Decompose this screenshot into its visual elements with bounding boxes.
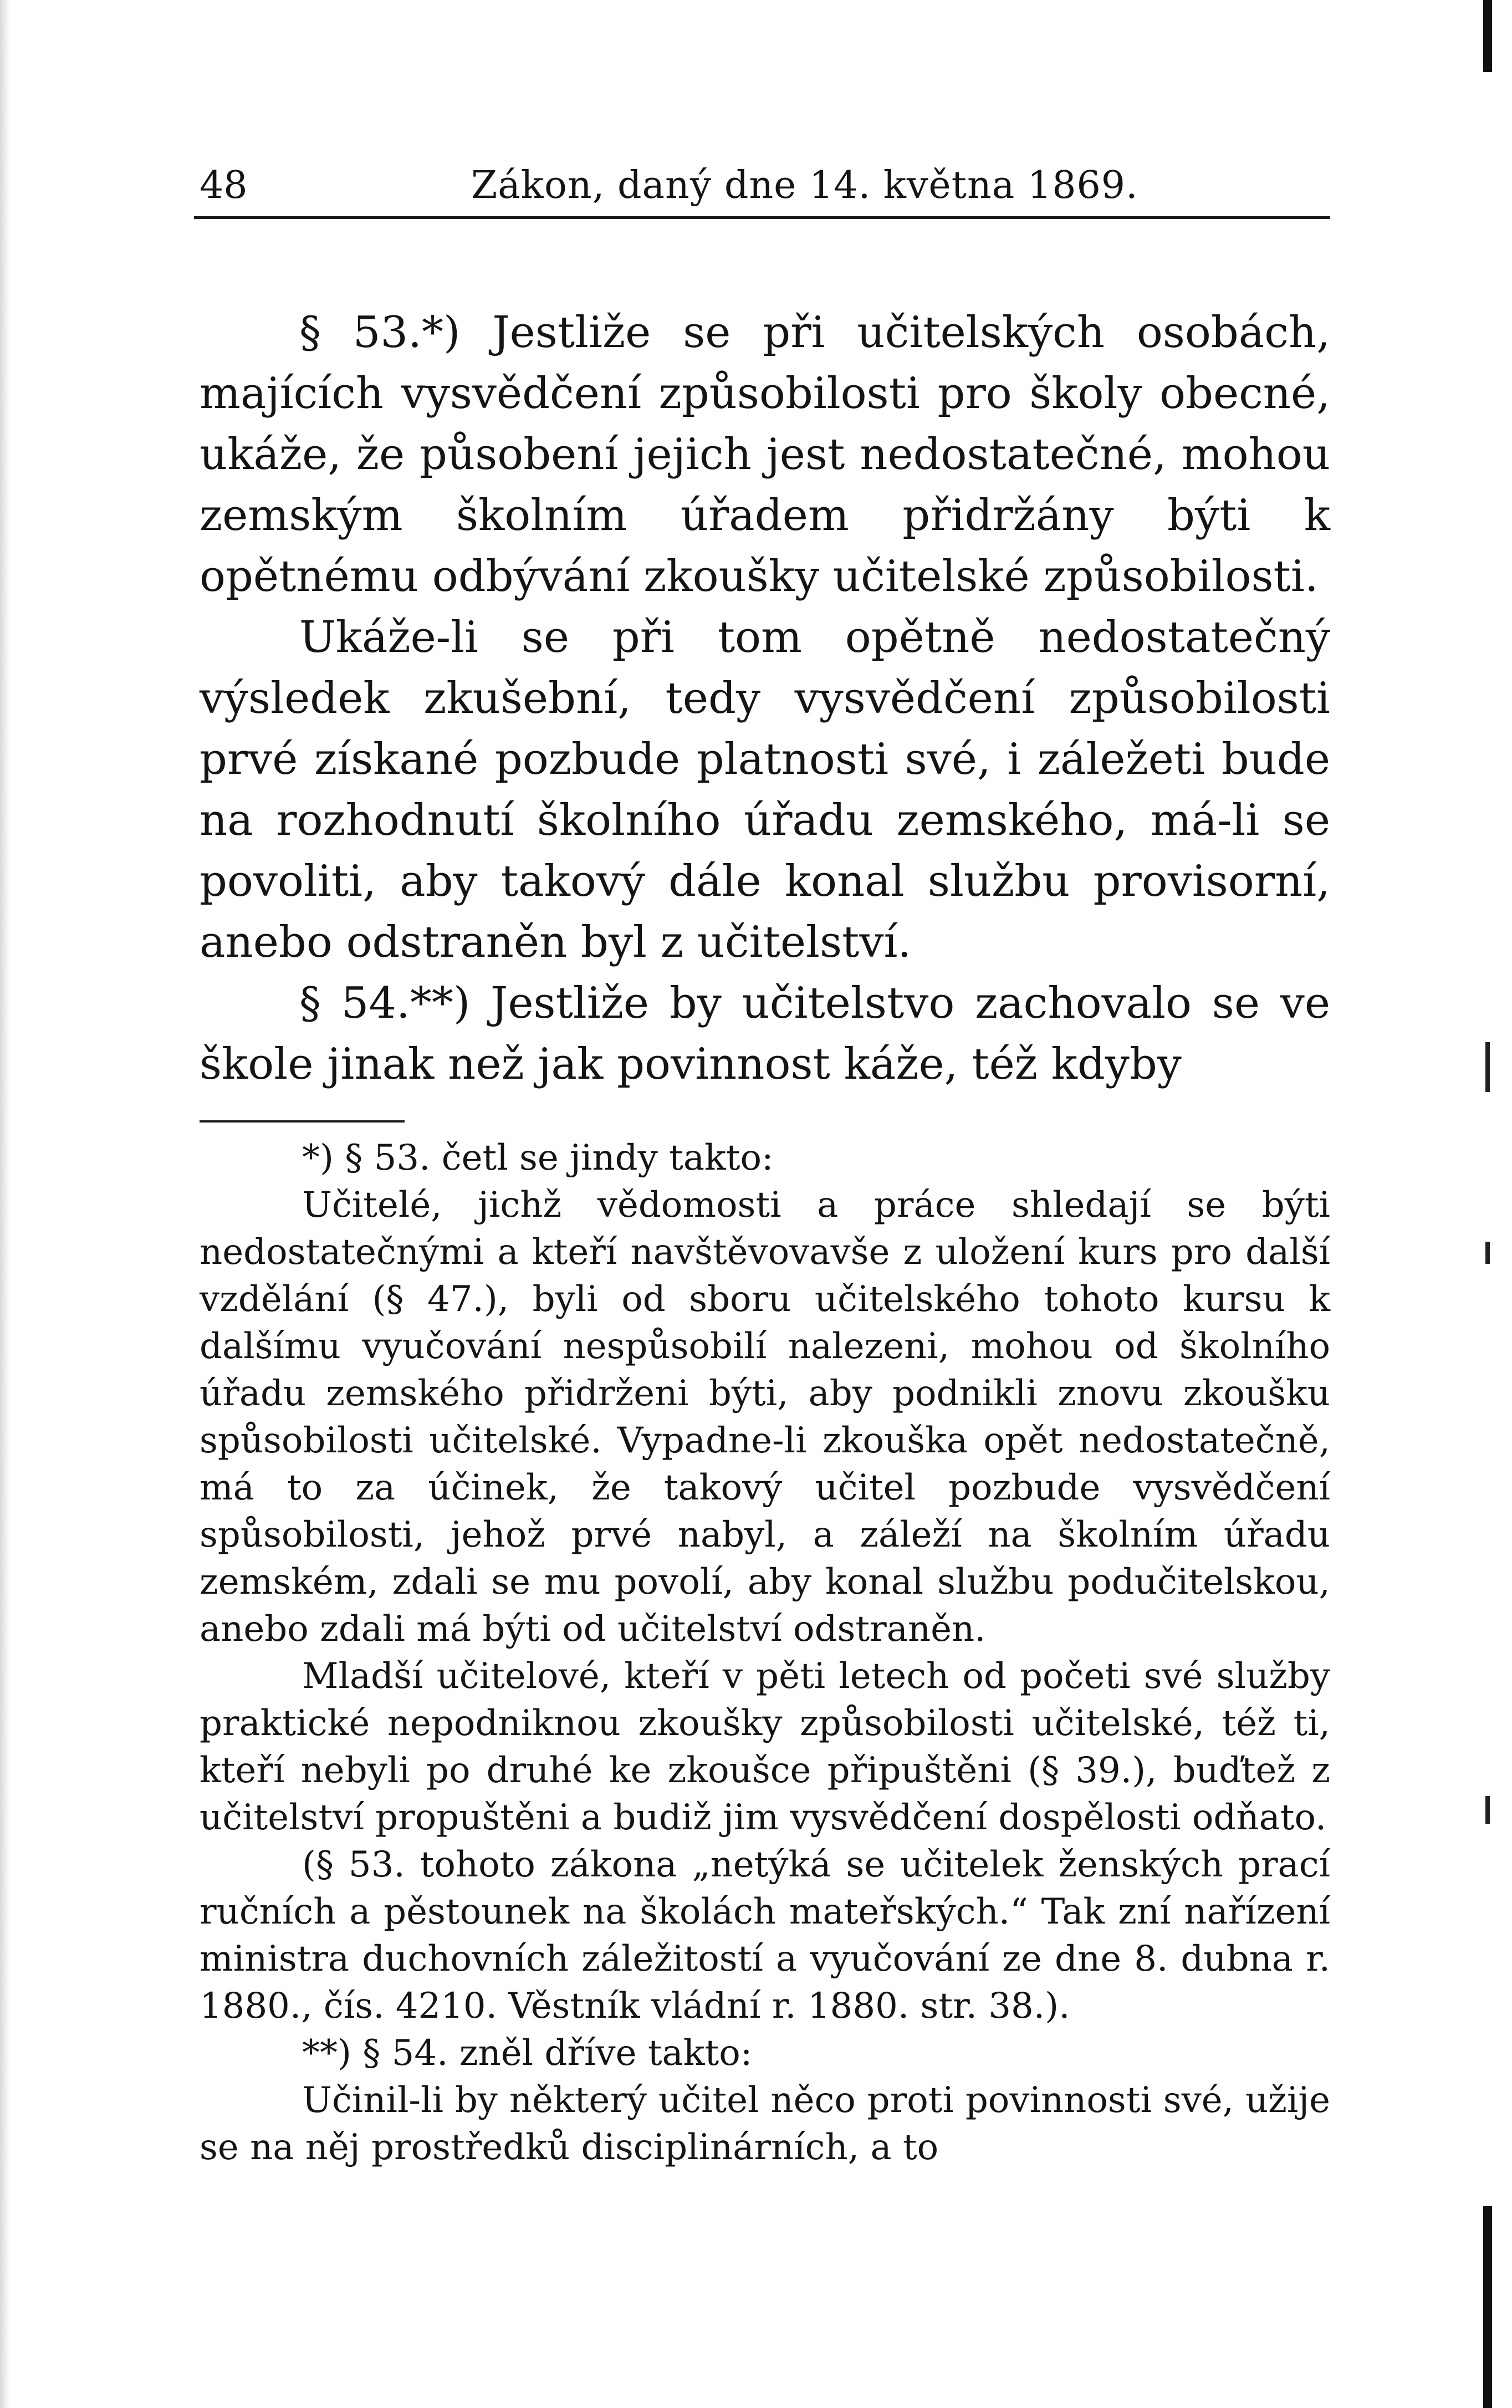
paragraph-section-54: § 54.**) Jestliže by učitelstvo zachovalo se ve škole jinak než jak povinnost káže, též kdyby <box>200 978 1330 1089</box>
running-header <box>194 155 1330 219</box>
footnote-heading-54: **) § 54. zněl dříve takto: <box>302 2033 753 2074</box>
footnote-text: Učitelé, jichž vědomosti a práce shledají se býti nedostatečnými a kteří navštěvovavše z uložení kurs pro další vzdělání (§ 47.), byli od sboru učitelského tohoto kursu k dalšímu vyučování nespůsobilí nalezeni, mohou od školního úřadu zemského přidrženi býti, aby podnikli znovu zkoušku spůsobilosti učitelské. Vypadne-li zkouška opět nedostatečně, má to za účinek, že takový učitel pozbude vysvědčení spůsobilosti, jehož prvé nabyl, a záleží na školním úřadu zemském, zdali se mu povolí, aby konal službu podučitelskou, anebo zdali má býti od učitelství odstraněn. <box>200 1185 1330 1650</box>
scan-edge-left <box>0 0 10 2408</box>
footnote-separator <box>200 1120 405 1123</box>
page-content <box>200 155 1330 2171</box>
running-title: Zákon, daný dne 14. května 1869. <box>471 164 1138 207</box>
main-text <box>200 302 1330 1095</box>
scan-edge-mark <box>1485 1242 1490 1264</box>
scan-edge-right <box>1462 0 1512 2408</box>
footnote-text: (§ 53. tohoto zákona „netýká se učitelek ženských prací ručních a pěstounek na školách mateřských.“ Tak zní nařízení ministra duchovních záležitostí a vyučování ze dne 8. dubna r. 1880., čís. 4210. Věstník vládní r. 1880. str. 38.). <box>200 1844 1330 2027</box>
scan-edge-mark <box>1485 1042 1490 1092</box>
footnote-text: Mladší učitelové, kteří v pěti letech od početi své služby praktické nepodniknou zkoušky způsobilosti učitelské, též ti, kteří nebyli po druhé ke zkoušce připuštěni (§ 39.), buďtež z učitelství propuštěni a budiž jim vysvědčení dospělosti odňato. <box>200 1656 1330 1838</box>
paragraph-section-53: § 53.*) Jestliže se při učitelských osobách, majících vysvědčení způsobilosti pro školy obecné, ukáže, že působení jejich jest nedostatečné, mohou zemským školním úřadem přidržány býti k opětnému odbývání zkoušky učitelské způsobilosti. <box>200 308 1330 601</box>
scan-edge-mark <box>1485 1796 1490 1824</box>
paragraph-section-53-continued: Ukáže-li se při tom opětně nedostatečný výsledek zkušební, tedy vysvědčení způsobilosti prvé získané pozbude platnosti své, i záležeti bude na rozhodnutí školního úřadu zemského, má-li se povoliti, aby takový dále konal službu provisorní, anebo odstraněn byl z učitelství. <box>200 613 1330 967</box>
footnote-text: Učinil-li by některý učitel něco proti povinnosti své, užije se na něj prostředků disciplinárních, a to <box>200 2080 1330 2168</box>
scan-edge-mark-top <box>1483 0 1492 72</box>
page-number: 48 <box>200 164 248 207</box>
footnotes <box>200 1135 1330 2171</box>
footnote-heading-53: *) § 53. četl se jindy takto: <box>302 1137 774 1179</box>
scan-edge-mark-bottom <box>1483 2206 1492 2408</box>
